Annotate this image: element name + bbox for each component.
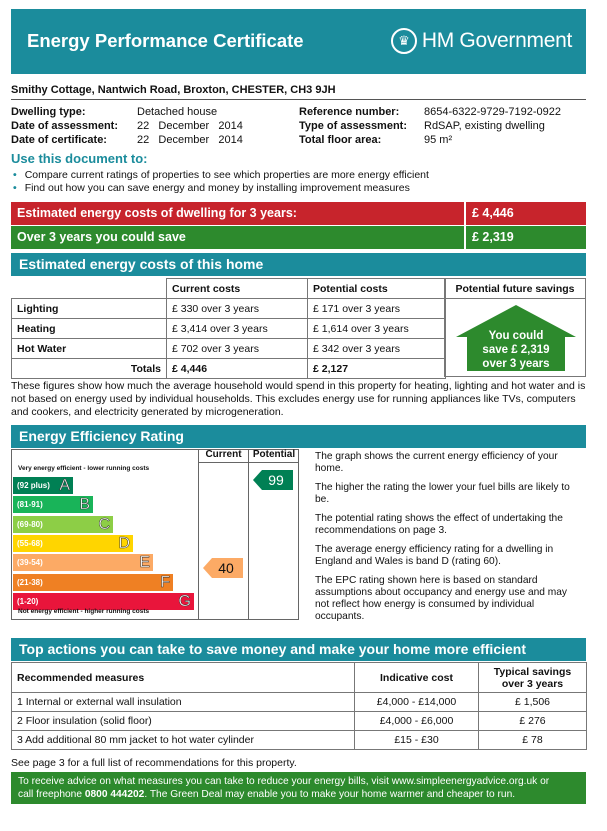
costs-explanation: These figures show how much the average household would spend in this property for heating, lighting and hot water and is not based on energy used by individual households. This excludes energy use for running appliances like TVs, computers and cookers, and electricity generated by microgeneration. — [11, 380, 586, 418]
epc-band-range: (1-20) — [17, 596, 39, 606]
svg-text:You could: You could — [488, 330, 544, 342]
totals-row: Totals £ 4,446 £ 2,127 — [12, 359, 446, 379]
header-current-costs: Current costs — [167, 279, 308, 299]
inefficient-caption: Not energy efficient - higher running costs — [18, 608, 150, 615]
table-row: Heating £ 3,414 over 3 years £ 1,614 over 3 years — [12, 319, 446, 339]
epc-band-letter: F — [160, 573, 170, 591]
svg-text:over 3 years: over 3 years — [482, 358, 550, 370]
details-labels-right: Reference number: Type of assessment: Total floor area: — [299, 106, 408, 146]
epc-band-range: (69-80) — [17, 519, 43, 529]
recommendations-note: See page 3 for a full list of recommendations for this property. — [11, 757, 297, 769]
epc-band-a — [13, 477, 73, 494]
divider — [11, 99, 586, 100]
recommended-measures-table — [11, 662, 587, 750]
header-typical-savings: Typical savings over 3 years — [479, 663, 587, 693]
table-row: 1 Internal or external wall insulation £4,000 - £14,000 £ 1,506 — [12, 693, 587, 712]
table-row: Hot Water £ 702 over 3 years £ 342 over 3 years — [12, 339, 446, 359]
current-rating-arrow — [203, 558, 243, 578]
efficiency-notes: The graph shows the current energy efficiency of your home. The higher the rating the lower your fuel bills are likely to be. The potential rating shows the effect of undertaking the recommendations on page 3. The average energy efficiency rating for a dwelling in England and Wales is band D (rating 60). The EPC rating shown here is based on standard assumptions about occupancy and energy use and may not reflect how energy is consumed by individual occupants. — [315, 451, 570, 622]
details-labels-left: Dwelling type: Date of assessment: Date of certificate: — [11, 106, 118, 146]
efficient-caption: Very energy efficient - lower running costs — [18, 465, 150, 472]
epc-band-letter: G — [178, 592, 191, 610]
property-address: Smithy Cottage, Nantwich Road, Broxton, CHESTER, CH3 9JH — [11, 84, 336, 96]
epc-band-range: (55-68) — [17, 538, 43, 548]
epc-band-range: (92 plus) — [17, 481, 50, 490]
header-potential-costs: Potential costs — [308, 279, 446, 299]
costs-section-title: Estimated energy costs of this home — [11, 253, 586, 276]
type-of-assessment: RdSAP, existing dwelling — [424, 120, 545, 132]
house-savings-icon — [445, 299, 587, 377]
header-recommended-measures: Recommended measures — [12, 663, 355, 693]
dwelling-type: Detached house — [137, 106, 218, 118]
actions-section-title: Top actions you can take to save money and make your home more efficient — [11, 638, 586, 661]
epc-band-letter: C — [98, 515, 110, 533]
reference-number: 8654-6322-9729-7192-0922 — [424, 106, 562, 118]
efficiency-section-title: Energy Efficiency Rating — [11, 425, 586, 448]
epc-band-range: (21-38) — [17, 577, 43, 587]
total-floor-area: 95 m² — [424, 134, 453, 146]
epc-band-letter: D — [118, 534, 130, 552]
details-values-right — [424, 105, 561, 147]
epc-band-letter: E — [139, 554, 150, 572]
estimated-costs-bar: Estimated energy costs of dwelling for 3 years: £ 4,446 — [11, 202, 586, 225]
epc-band-range: (39-54) — [17, 558, 43, 568]
certificate-header — [11, 9, 586, 74]
certificate-title: Energy Performance Certificate — [27, 30, 304, 51]
use-document-list — [13, 169, 429, 195]
royal-crest-icon: ♛ — [391, 28, 417, 54]
epc-band-letter: B — [79, 496, 90, 514]
current-column-header: Current — [205, 449, 242, 460]
svg-text:40: 40 — [218, 560, 234, 576]
energy-costs-table — [11, 278, 446, 379]
details-values-left — [137, 105, 243, 147]
potential-savings-box — [444, 278, 586, 377]
table-row: Lighting £ 330 over 3 years £ 171 over 3 years — [12, 299, 446, 319]
header-indicative-cost: Indicative cost — [355, 663, 479, 693]
epc-band-d — [13, 535, 133, 552]
epc-band-b — [13, 496, 93, 513]
hm-government-logo — [391, 28, 572, 54]
svg-text:99: 99 — [268, 472, 284, 488]
epc-band-f — [13, 574, 173, 591]
epc-band-c — [13, 516, 113, 533]
table-row: 2 Floor insulation (solid floor) £4,000 - £6,000 £ 276 — [12, 712, 587, 731]
freephone-number: 0800 444202 — [84, 789, 145, 800]
could-save-bar: Over 3 years you could save £ 2,319 — [11, 226, 586, 249]
use-document-title: Use this document to: — [11, 151, 148, 166]
table-row: 3 Add additional 80 mm jacket to hot water cylinder £15 - £30 £ 78 — [12, 731, 587, 750]
header-potential-savings: Potential future savings — [445, 279, 585, 299]
epc-band-letter: A — [59, 477, 70, 494]
epc-band-range: (81-91) — [17, 500, 43, 510]
list-item: • Find out how you can save energy and money by installing improvement measures — [13, 182, 410, 194]
potential-rating-arrow — [253, 470, 293, 490]
estimated-costs-value: £ 4,446 — [464, 202, 514, 225]
epc-band-e — [13, 554, 153, 571]
advice-footer: To receive advice on what measures you can take to reduce your energy bills, visit www.simpleenergyadvice.org.uk or call freephone 0800 444202. The Green Deal may enable you to make your home warmer and cheaper to run. — [11, 772, 586, 804]
svg-text:save £ 2,319: save £ 2,319 — [482, 344, 550, 356]
could-save-value: £ 2,319 — [464, 226, 514, 249]
list-item: • Compare current ratings of properties to see which properties are more energy efficient — [13, 169, 429, 181]
date-of-assessment: 22 December 2014 — [137, 120, 243, 132]
hm-government-text: HM Government — [421, 29, 572, 52]
date-of-certificate: 22 December 2014 — [137, 134, 243, 146]
potential-column-header: Potential — [252, 449, 296, 460]
